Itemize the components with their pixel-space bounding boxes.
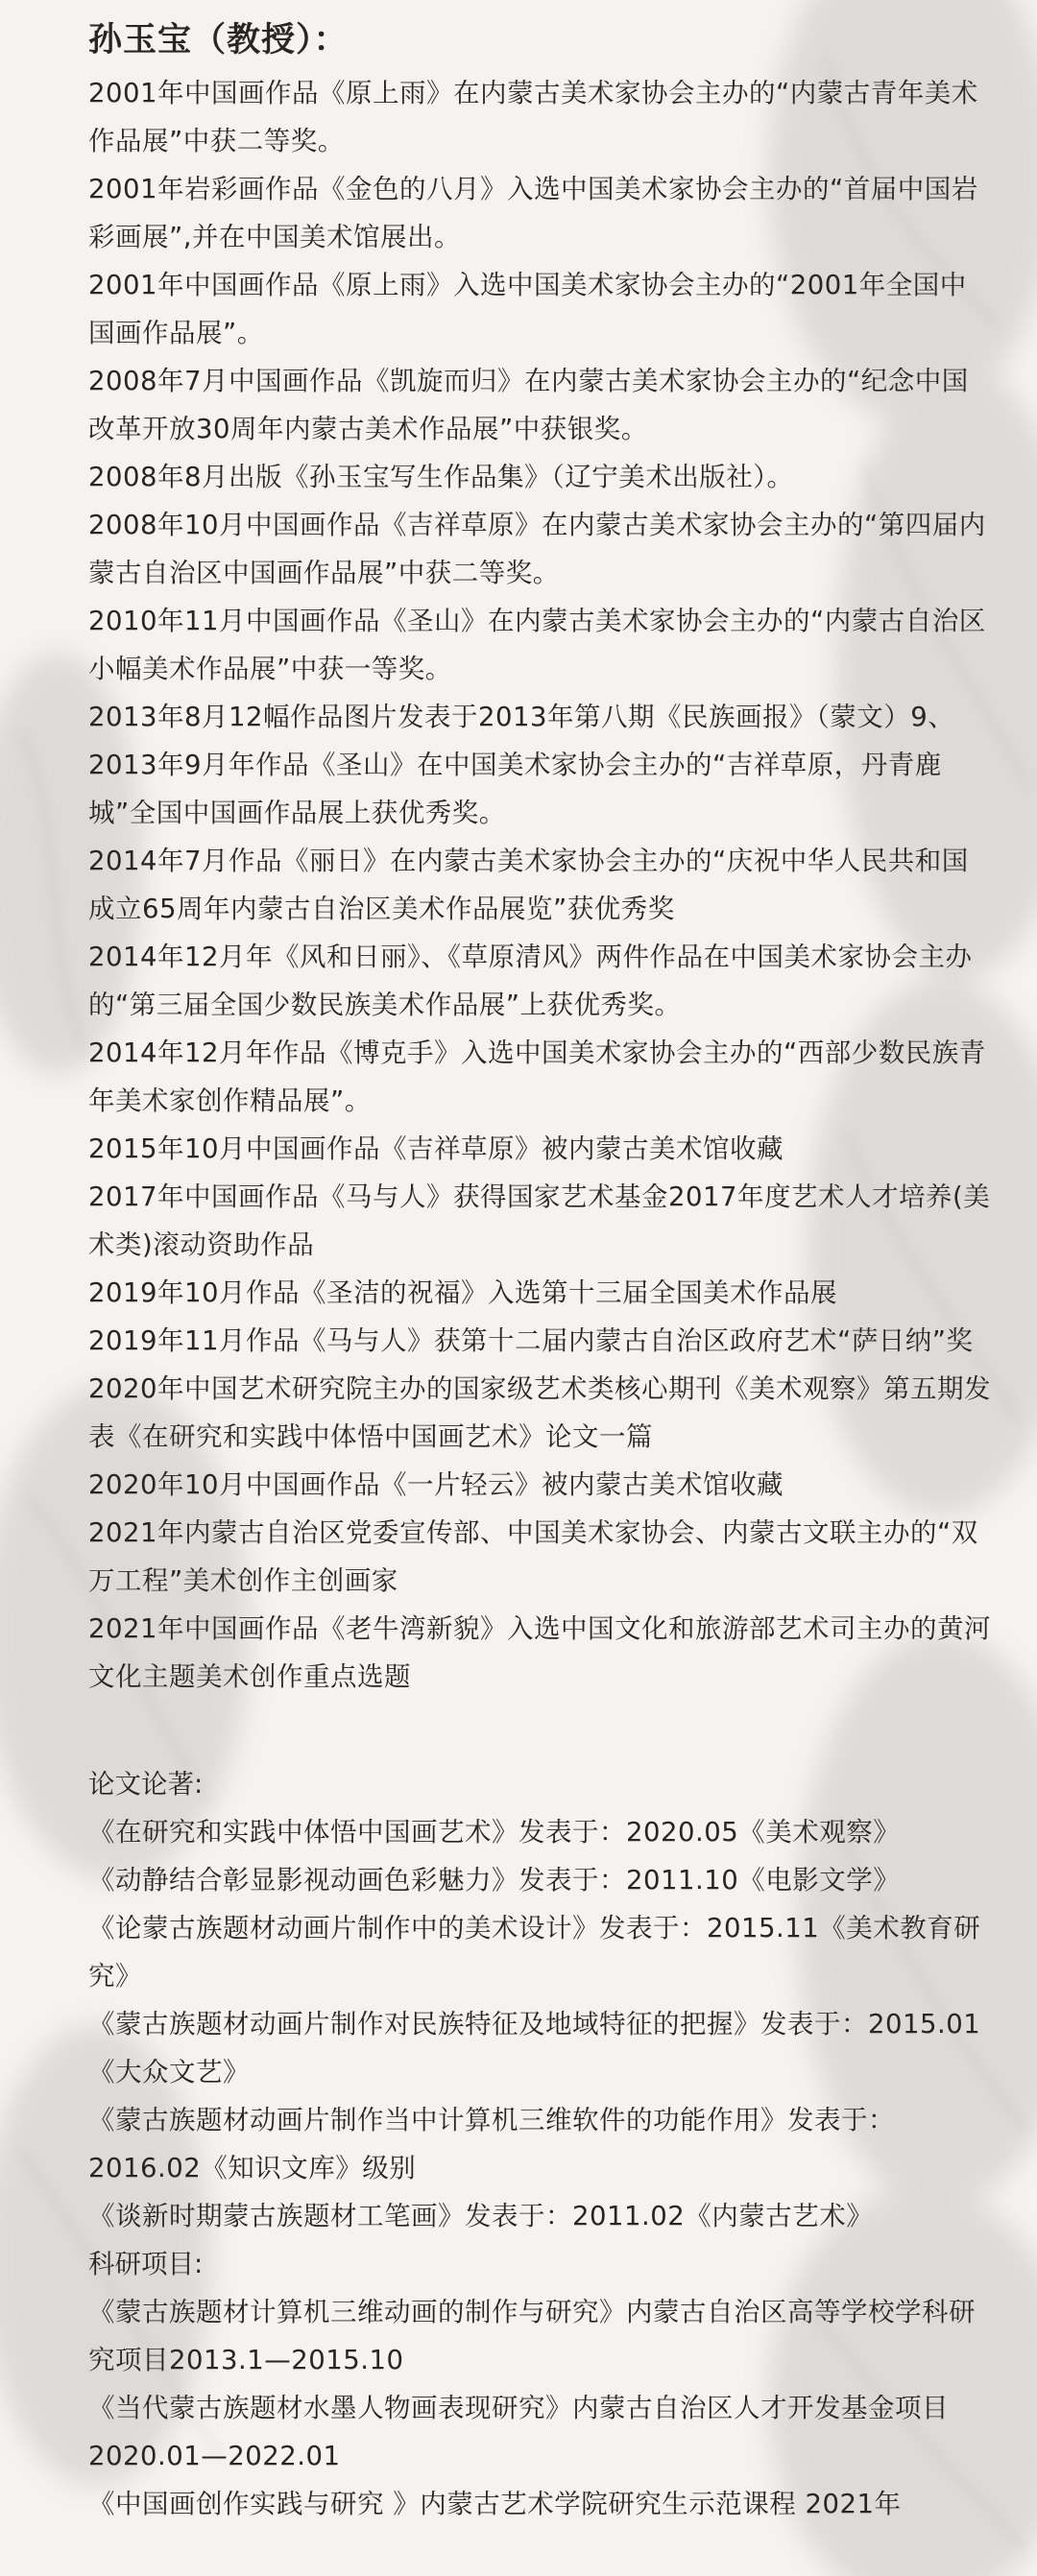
papers-heading: 论文论著:: [88, 1769, 204, 1800]
award-entry: 2014年12月年《风和日丽》、《草原清风》两件作品在中国美术家协会主办的“第三届全国少数民族美术作品展”上获优秀奖。: [88, 942, 973, 1020]
award-entry: 2014年12月年作品《博克手》入选中国美术家协会主办的“西部少数民族青年美术家创作精品展”。: [88, 1038, 986, 1116]
award-entry: 2001年中国画作品《原上雨》入选中国美术家协会主办的“2001年全国中国画作品展”。: [88, 270, 967, 348]
award-entry: 2021年中国画作品《老牛湾新貌》入选中国文化和旅游部艺术司主办的黄河文化主题美术创作重点选题: [88, 1613, 991, 1692]
project-entry: 《中国画创作实践与研究 》内蒙古艺术学院研究生示范课程 2021年: [88, 2489, 902, 2519]
award-entry: 2001年岩彩画作品《金色的八月》入选中国美术家协会主办的“首届中国岩彩画展”,并在中国美术馆展出。: [88, 174, 978, 252]
award-entry: 2008年10月中国画作品《吉祥草原》在内蒙古美术家协会主办的“第四届内蒙古自治区中国画作品展”中获二等奖。: [88, 510, 986, 588]
papers-list: [88, 1808, 991, 2240]
paper-entry: 《蒙古族题材动画片制作当中计算机三维软件的功能作用》发表于：2016.02《知识文库》级别: [88, 2105, 895, 2183]
award-entry: 2015年10月中国画作品《吉祥草原》被内蒙古美术馆收藏: [88, 1133, 784, 1164]
projects-heading: 科研项目:: [88, 2249, 204, 2279]
project-entry: 《当代蒙古族题材水墨人物画表现研究》内蒙古自治区人才开发基金项目2020.01—2022.01: [88, 2393, 949, 2471]
paper-entry: 《谈新时期蒙古族题材工笔画》发表于：2011.02《内蒙古艺术》: [88, 2201, 874, 2231]
award-entry: 2013年8月12幅作品图片发表于2013年第八期《民族画报》（蒙文）9、2013年9月年作品《圣山》在中国美术家协会主办的“吉祥草原，丹青鹿城”全国中国画作品展上获优秀奖。: [88, 702, 955, 828]
award-entry: 2020年10月中国画作品《一片轻云》被内蒙古美术馆收藏: [88, 1469, 784, 1500]
awards-list: [88, 69, 991, 1701]
award-entry: 2010年11月中国画作品《圣山》在内蒙古美术家协会主办的“内蒙古自治区小幅美术作品展”中获一等奖。: [88, 606, 986, 684]
award-entry: 2001年中国画作品《原上雨》在内蒙古美术家协会主办的“内蒙古青年美术作品展”中获二等奖。: [88, 78, 978, 156]
award-entry: 2021年内蒙古自治区党委宣传部、中国美术家协会、内蒙古文联主办的“双万工程”美术创作主创画家: [88, 1517, 978, 1596]
paper-entry: 《蒙古族题材动画片制作对民族特征及地域特征的把握》发表于：2015.01《大众文艺》: [88, 2009, 981, 2087]
biography-content: [88, 13, 991, 2528]
projects-list: [88, 2288, 991, 2528]
award-entry: 2008年8月出版《孙玉宝写生作品集》（辽宁美术出版社）。: [88, 462, 794, 492]
award-entry: 2008年7月中国画作品《凯旋而归》在内蒙古美术家协会主办的“纪念中国改革开放30周年内蒙古美术作品展”中获银奖。: [88, 366, 969, 444]
award-entry: 2020年中国艺术研究院主办的国家级艺术类核心期刊《美术观察》第五期发表《在研究和实践中体悟中国画艺术》论文一篇: [88, 1373, 991, 1452]
award-entry: 2017年中国画作品《马与人》获得国家艺术基金2017年度艺术人才培养(美术类)滚动资助作品: [88, 1181, 991, 1260]
project-entry: 《蒙古族题材计算机三维动画的制作与研究》内蒙古自治区高等学校学科研究项目2013.1—2015.10: [88, 2297, 976, 2375]
award-entry: 2019年11月作品《马与人》获第十二届内蒙古自治区政府艺术“萨日纳”奖: [88, 1325, 974, 1356]
page-title: 孙玉宝（教授）：: [88, 21, 349, 60]
paper-entry: 《论蒙古族题材动画片制作中的美术设计》发表于：2015.11《美术教育研究》: [88, 1913, 981, 1992]
award-entry: 2014年7月作品《丽日》在内蒙古美术家协会主办的“庆祝中华人民共和国成立65周年内蒙古自治区美术作品展览”获优秀奖: [88, 846, 969, 924]
award-entry: 2019年10月作品《圣洁的祝福》入选第十三届全国美术作品展: [88, 1277, 837, 1308]
paper-entry: 《在研究和实践中体悟中国画艺术》发表于：2020.05《美术观察》: [88, 1817, 901, 1848]
paper-entry: 《动静结合彰显影视动画色彩魅力》发表于：2011.10《电影文学》: [88, 1865, 901, 1896]
